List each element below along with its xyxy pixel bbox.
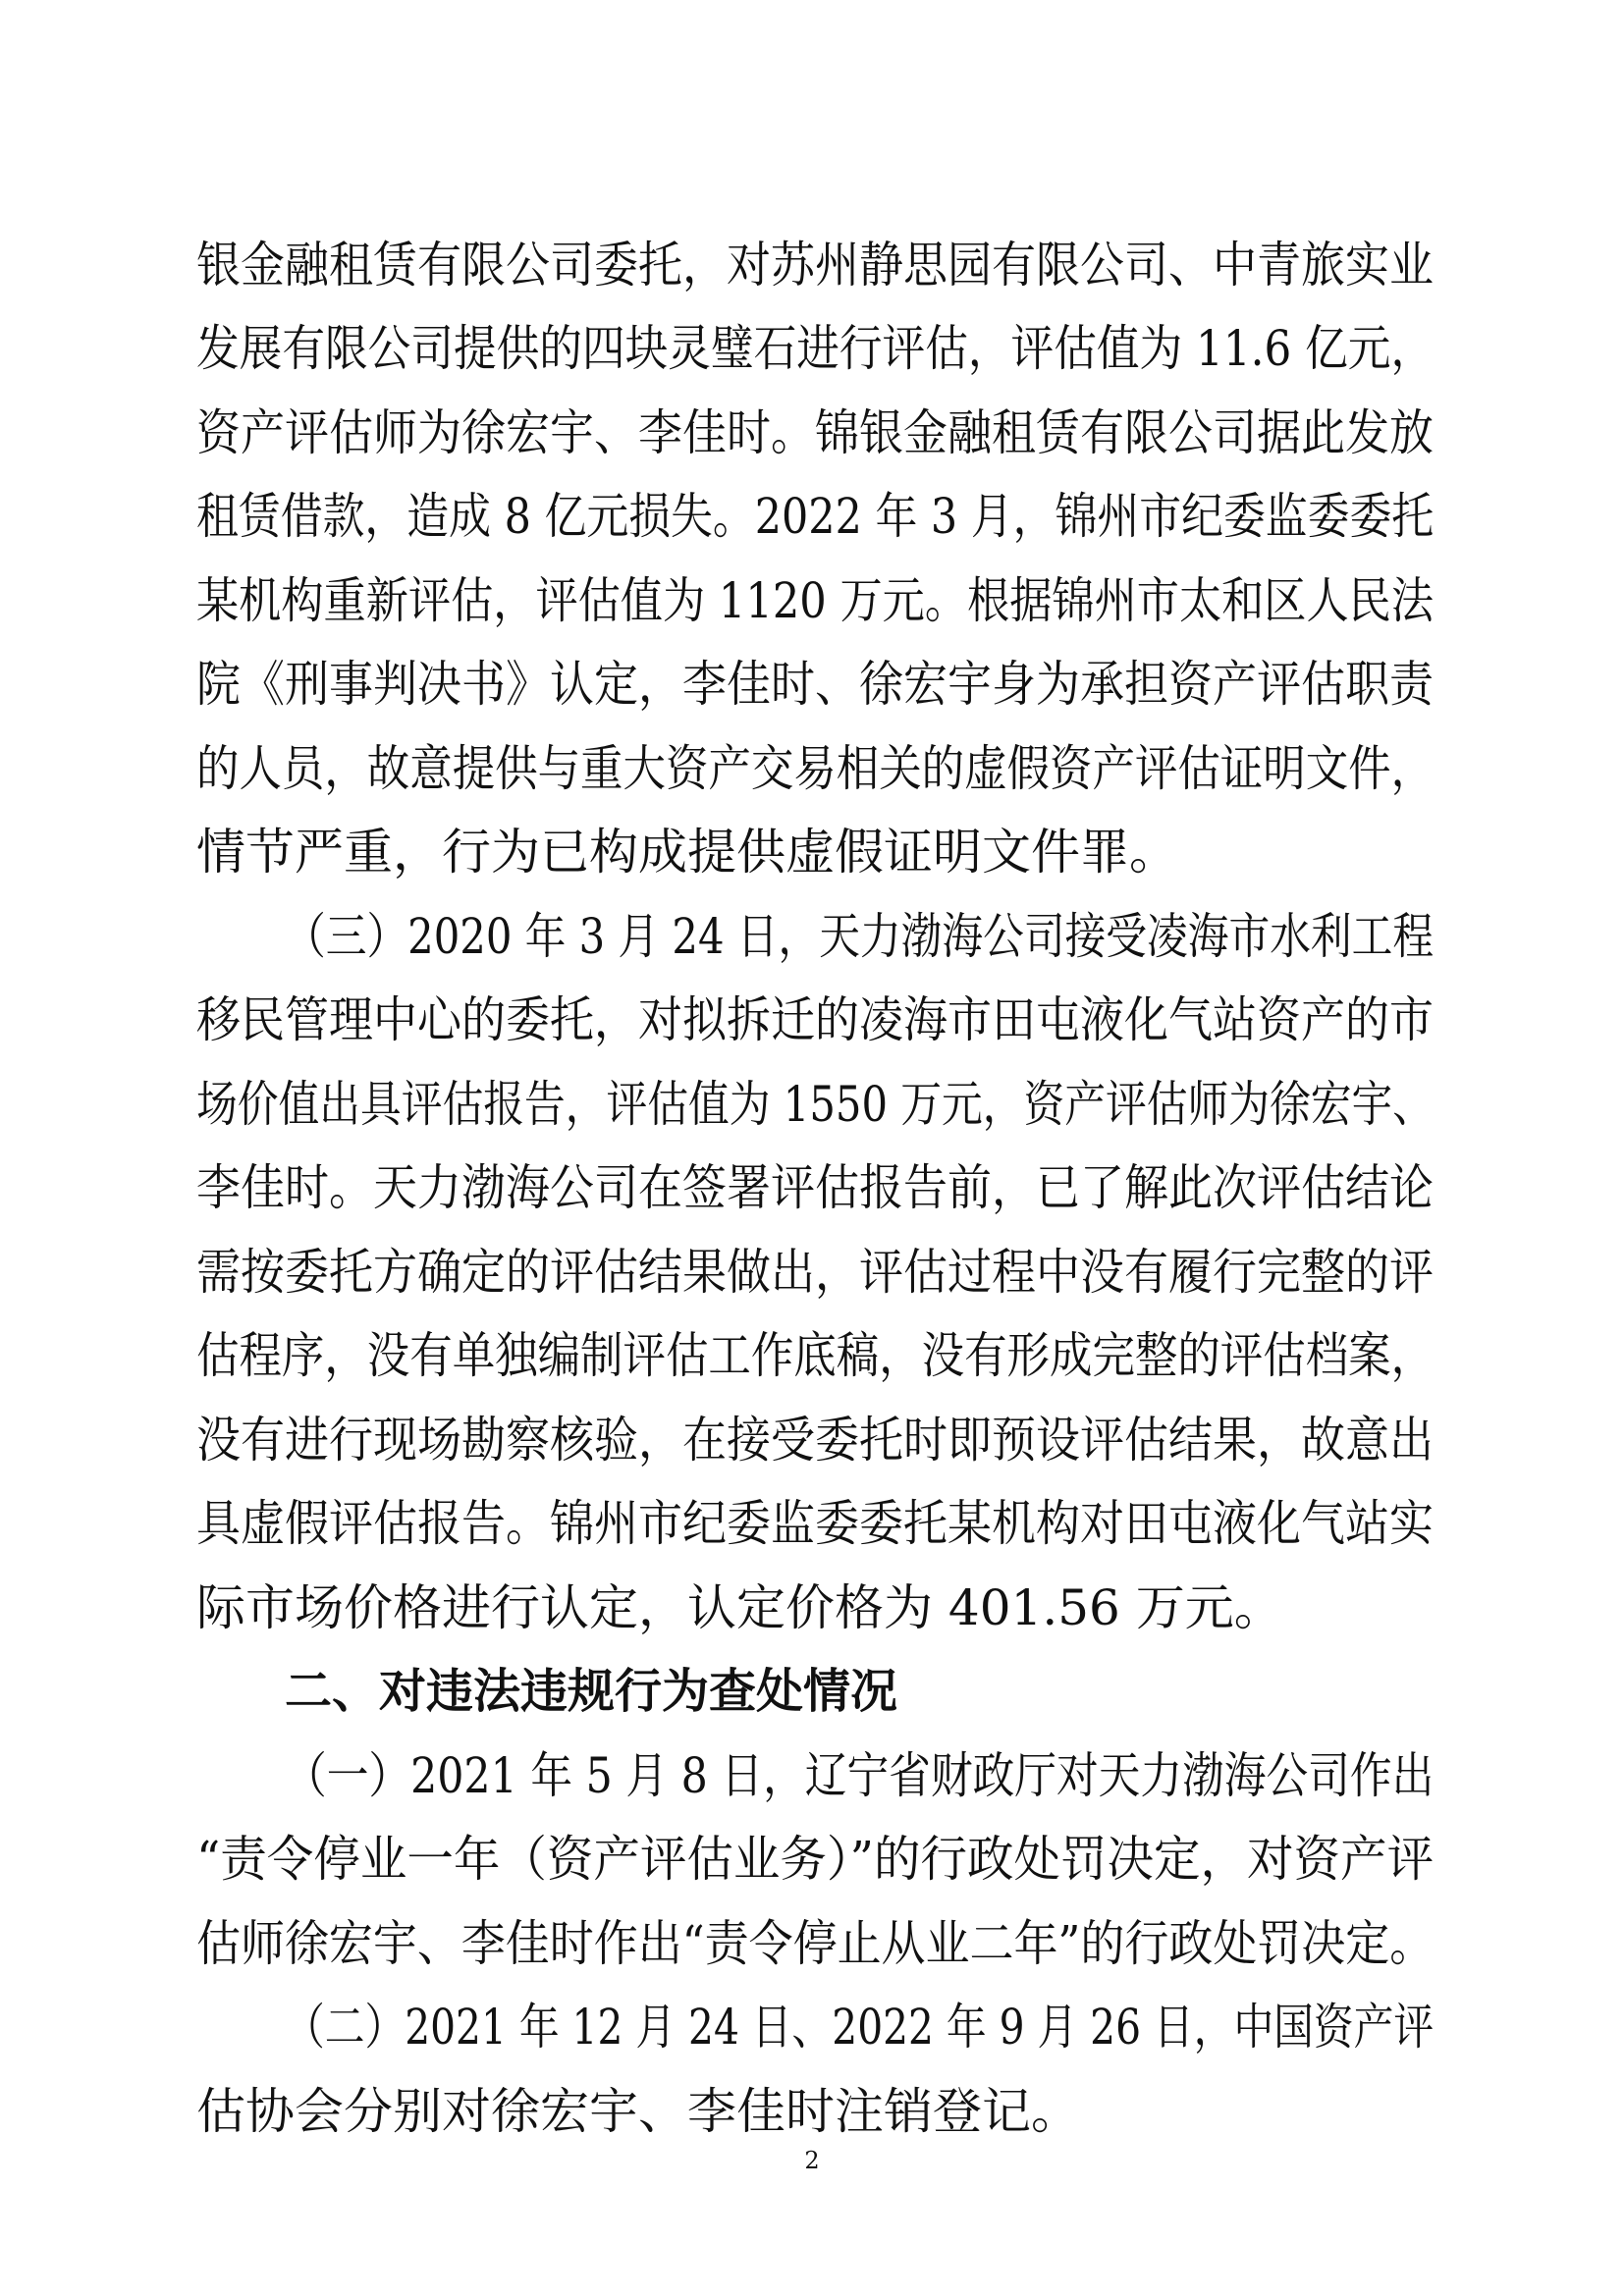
paragraph-line: 的人员，故意提供与重大资产交易相关的虚假资产评估证明文件， [196,740,1435,797]
paragraph-line: 移民管理中心的委托，对拟拆迁的凌海市田屯液化气站资产的市 [196,991,1434,1048]
paragraph-line: 情节严重，行为已构成提供虚假证明文件罪。 [196,824,1178,881]
section-heading: 二、对违法违规行为查处情况 [285,1664,898,1719]
paragraph-line: 某机构重新评估，评估值为 1120 万元。根据锦州市太和区人民法 [196,572,1435,629]
paragraph-line: 场价值出具评估报告，评估值为 1550 万元，资产评估师为徐宏宇、 [196,1076,1435,1133]
page-number: 2 [804,2147,820,2174]
paragraph-line: 估师徐宏宇、李佳时作出“责令停止从业二年”的行政处罚决定。 [196,1915,1435,1972]
paragraph-line: 没有进行现场勘察核验，在接受委托时即预设评估结果，故意出 [196,1412,1434,1468]
paragraph-line: 具虚假评估报告。锦州市纪委监委委托某机构对田屯液化气站实 [196,1495,1434,1552]
paragraph-line: 发展有限公司提供的四块灵璧石进行评估，评估值为 11.6 亿元， [196,320,1435,377]
paragraph-line: “责令停业一年（资产评估业务）”的行政处罚决定，对资产评 [196,1831,1435,1888]
paragraph-line: 需按委托方确定的评估结果做出，评估过程中没有履行完整的评 [196,1244,1434,1301]
paragraph-line: （三）2020 年 3 月 24 日，天力渤海公司接受凌海市水利工程 [285,908,1435,965]
paragraph-line: （二）2021 年 12 月 24 日、2022 年 9 月 26 日，中国资产评 [285,1999,1435,2056]
paragraph-line: 院《刑事判决书》认定，李佳时、徐宏宇身为承担资产评估职责 [196,656,1434,713]
paragraph-line: （一）2021 年 5 月 8 日，辽宁省财政厅对天力渤海公司作出 [285,1747,1435,1804]
paragraph-line: 李佳时。天力渤海公司在签署评估报告前，已了解此次评估结论 [196,1159,1434,1216]
paragraph-line: 资产评估师为徐宏宇、李佳时。锦银金融租赁有限公司据此发放 [196,404,1434,461]
paragraph-line: 估协会分别对徐宏宇、李佳时注销登记。 [196,2083,1080,2140]
paragraph-line: 估程序，没有单独编制评估工作底稿，没有形成完整的评估档案， [196,1327,1435,1384]
paragraph-line: 银金融租赁有限公司委托，对苏州静思园有限公司、中青旅实业 [196,237,1434,294]
paragraph-line: 际市场价格进行认定，认定价格为 401.56 万元。 [196,1579,1283,1636]
paragraph-line: 租赁借款，造成 8 亿元损失。2022 年 3 月，锦州市纪委监委委托 [196,488,1435,545]
